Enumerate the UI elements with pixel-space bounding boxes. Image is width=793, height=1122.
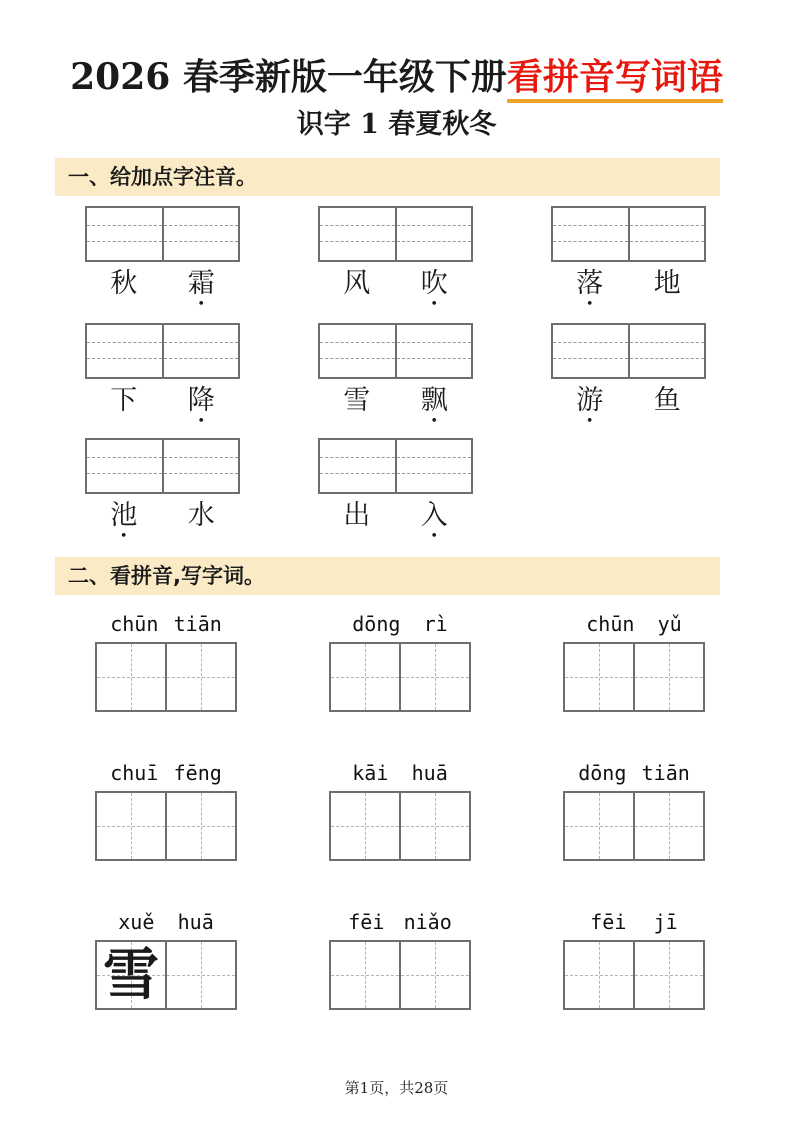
section1-heading: 一、给加点字注音。 bbox=[55, 158, 720, 196]
pinyin-word-item bbox=[95, 909, 237, 1010]
hanzi: 下 bbox=[110, 385, 138, 416]
writing-cell bbox=[635, 793, 703, 859]
phrase-chars bbox=[318, 500, 473, 544]
char-with-dot bbox=[163, 385, 241, 429]
pinyin-cell bbox=[87, 208, 164, 260]
writing-cell bbox=[97, 942, 167, 1008]
pinyin-answer-box bbox=[318, 438, 473, 494]
pinyin-word-item bbox=[563, 909, 705, 1010]
writing-grid bbox=[563, 791, 705, 861]
pinyin-cell bbox=[87, 325, 164, 377]
lesson-subtitle: 识字 1 春夏秋冬 bbox=[296, 109, 497, 140]
writing-grid bbox=[95, 642, 237, 712]
char-with-dot bbox=[396, 385, 474, 429]
page-title-red-underlined: 看拼音写词语 bbox=[507, 56, 723, 103]
writing-cell bbox=[97, 644, 167, 710]
pinyin-syllable: huā bbox=[177, 910, 214, 934]
page-title bbox=[0, 0, 793, 100]
pinyin-cell bbox=[553, 208, 630, 260]
pinyin-cell bbox=[87, 440, 164, 492]
writing-cell bbox=[97, 793, 167, 859]
pinyin-cell bbox=[164, 440, 239, 492]
pinyin-word-item bbox=[563, 760, 705, 861]
emphasis-dot: • bbox=[197, 414, 206, 429]
char-with-dot bbox=[629, 268, 707, 309]
pinyin-cell bbox=[630, 208, 705, 260]
pinyin-word-item bbox=[329, 611, 471, 712]
phrase-item bbox=[85, 438, 240, 544]
pinyin-label bbox=[329, 760, 471, 786]
writing-cell bbox=[331, 942, 401, 1008]
char-with-dot bbox=[629, 385, 707, 426]
pinyin-syllable: chūn bbox=[586, 612, 635, 636]
hanzi: 游 bbox=[576, 385, 604, 416]
pinyin-word-item bbox=[329, 760, 471, 861]
phrase-chars bbox=[551, 268, 706, 312]
pinyin-cell bbox=[397, 208, 472, 260]
phrase-chars bbox=[551, 385, 706, 429]
writing-cell bbox=[401, 644, 469, 710]
pinyin-syllable: fēi bbox=[590, 910, 627, 934]
emphasis-dot: • bbox=[430, 414, 439, 429]
writing-cell bbox=[331, 644, 401, 710]
pinyin-syllable: niǎo bbox=[403, 910, 452, 934]
hanzi: 入 bbox=[420, 500, 448, 531]
char-with-dot bbox=[396, 268, 474, 312]
phrase-item bbox=[318, 438, 473, 544]
phrase-chars bbox=[85, 500, 240, 544]
section1-row-1 bbox=[85, 206, 793, 312]
pinyin-answer-box bbox=[318, 323, 473, 379]
char-with-dot bbox=[163, 268, 241, 312]
pinyin-label bbox=[563, 909, 705, 935]
char-with-dot bbox=[551, 385, 629, 429]
pinyin-syllable: rì bbox=[423, 612, 448, 636]
pinyin-word-item bbox=[95, 611, 237, 712]
section2-row-3 bbox=[95, 909, 793, 1010]
emphasis-dot: • bbox=[585, 297, 594, 312]
hanzi: 鱼 bbox=[653, 385, 681, 416]
pinyin-answer-box bbox=[551, 323, 706, 379]
pinyin-syllable: dōng bbox=[578, 761, 627, 785]
phrase-chars bbox=[85, 268, 240, 312]
pinyin-label bbox=[563, 760, 705, 786]
char-with-dot bbox=[318, 268, 396, 309]
char-with-dot bbox=[551, 268, 629, 312]
pinyin-cell bbox=[397, 440, 472, 492]
hanzi: 降 bbox=[187, 385, 215, 416]
hanzi: 地 bbox=[653, 268, 681, 299]
pinyin-label bbox=[329, 611, 471, 637]
writing-cell bbox=[401, 793, 469, 859]
section1-row-2 bbox=[85, 323, 793, 429]
char-with-dot bbox=[85, 268, 163, 309]
writing-cell bbox=[167, 644, 235, 710]
hanzi: 风 bbox=[343, 268, 371, 299]
char-with-dot bbox=[163, 500, 241, 541]
pinyin-label bbox=[329, 909, 471, 935]
pinyin-answer-box bbox=[318, 206, 473, 262]
writing-cell bbox=[167, 942, 235, 1008]
hanzi: 池 bbox=[110, 500, 138, 531]
pinyin-word-item bbox=[329, 909, 471, 1010]
writing-grid bbox=[563, 940, 705, 1010]
phrase-chars bbox=[318, 268, 473, 312]
pinyin-cell bbox=[164, 208, 239, 260]
pinyin-cell bbox=[553, 325, 630, 377]
page-footer: 第1页，共28页 bbox=[344, 1079, 449, 1097]
writing-cell bbox=[565, 942, 635, 1008]
pinyin-syllable: tiān bbox=[173, 612, 222, 636]
writing-cell bbox=[565, 793, 635, 859]
phrase-item bbox=[551, 206, 706, 312]
pinyin-syllable: dōng bbox=[352, 612, 401, 636]
pinyin-answer-box bbox=[85, 323, 240, 379]
char-with-dot bbox=[85, 500, 163, 544]
writing-grid bbox=[95, 791, 237, 861]
emphasis-dot: • bbox=[119, 529, 128, 544]
hanzi: 水 bbox=[187, 500, 215, 531]
hanzi: 秋 bbox=[110, 268, 138, 299]
hanzi: 落 bbox=[576, 268, 604, 299]
phrase-item bbox=[551, 323, 706, 429]
char-with-dot bbox=[85, 385, 163, 426]
section2-row-1 bbox=[95, 611, 793, 712]
pinyin-syllable: chuī bbox=[110, 761, 159, 785]
pinyin-syllable: fēi bbox=[348, 910, 385, 934]
pinyin-label bbox=[95, 611, 237, 637]
pinyin-syllable: yǔ bbox=[657, 612, 682, 636]
phrase-chars bbox=[318, 385, 473, 429]
pinyin-cell bbox=[630, 325, 705, 377]
writing-grid bbox=[329, 642, 471, 712]
hanzi: 吹 bbox=[420, 268, 448, 299]
pinyin-syllable: fēng bbox=[173, 761, 222, 785]
writing-cell bbox=[167, 793, 235, 859]
pinyin-cell bbox=[320, 208, 397, 260]
pinyin-cell bbox=[320, 440, 397, 492]
emphasis-dot: • bbox=[585, 414, 594, 429]
writing-grid bbox=[563, 642, 705, 712]
pinyin-answer-box bbox=[85, 206, 240, 262]
pinyin-answer-box bbox=[85, 438, 240, 494]
emphasis-dot: • bbox=[430, 297, 439, 312]
pinyin-syllable: xuě bbox=[118, 910, 155, 934]
hanzi: 出 bbox=[343, 500, 371, 531]
char-with-dot bbox=[318, 500, 396, 541]
phrase-item bbox=[85, 323, 240, 429]
writing-cell bbox=[635, 942, 703, 1008]
pinyin-word-item bbox=[563, 611, 705, 712]
emphasis-dot: • bbox=[430, 529, 439, 544]
section1-row-3 bbox=[85, 438, 793, 544]
pinyin-syllable: kāi bbox=[352, 761, 389, 785]
char-with-dot bbox=[396, 500, 474, 544]
pinyin-cell bbox=[164, 325, 239, 377]
phrase-chars bbox=[85, 385, 240, 429]
pinyin-syllable: chūn bbox=[110, 612, 159, 636]
section2-heading: 二、看拼音,写字词。 bbox=[55, 557, 720, 595]
page-title-black: 2026 春季新版一年级下册 bbox=[70, 56, 507, 98]
phrase-item bbox=[85, 206, 240, 312]
pinyin-syllable: jī bbox=[653, 910, 678, 934]
pinyin-label bbox=[95, 760, 237, 786]
writing-cell bbox=[635, 644, 703, 710]
pinyin-syllable: tiān bbox=[641, 761, 690, 785]
pinyin-word-item bbox=[95, 760, 237, 861]
writing-cell bbox=[331, 793, 401, 859]
phrase-item bbox=[318, 206, 473, 312]
emphasis-dot: • bbox=[197, 297, 206, 312]
hanzi: 霜 bbox=[187, 268, 215, 299]
pinyin-answer-box bbox=[551, 206, 706, 262]
pinyin-label bbox=[563, 611, 705, 637]
pinyin-cell bbox=[320, 325, 397, 377]
pinyin-cell bbox=[397, 325, 472, 377]
phrase-item bbox=[318, 323, 473, 429]
answer-char: 雪 bbox=[103, 942, 159, 1008]
hanzi: 飘 bbox=[420, 385, 448, 416]
section2-row-2 bbox=[95, 760, 793, 861]
writing-cell bbox=[565, 644, 635, 710]
pinyin-label bbox=[95, 909, 237, 935]
writing-grid bbox=[329, 940, 471, 1010]
hanzi: 雪 bbox=[343, 385, 371, 416]
writing-grid bbox=[329, 791, 471, 861]
pinyin-syllable: huā bbox=[411, 761, 448, 785]
writing-grid bbox=[95, 940, 237, 1010]
char-with-dot bbox=[318, 385, 396, 426]
writing-cell bbox=[401, 942, 469, 1008]
